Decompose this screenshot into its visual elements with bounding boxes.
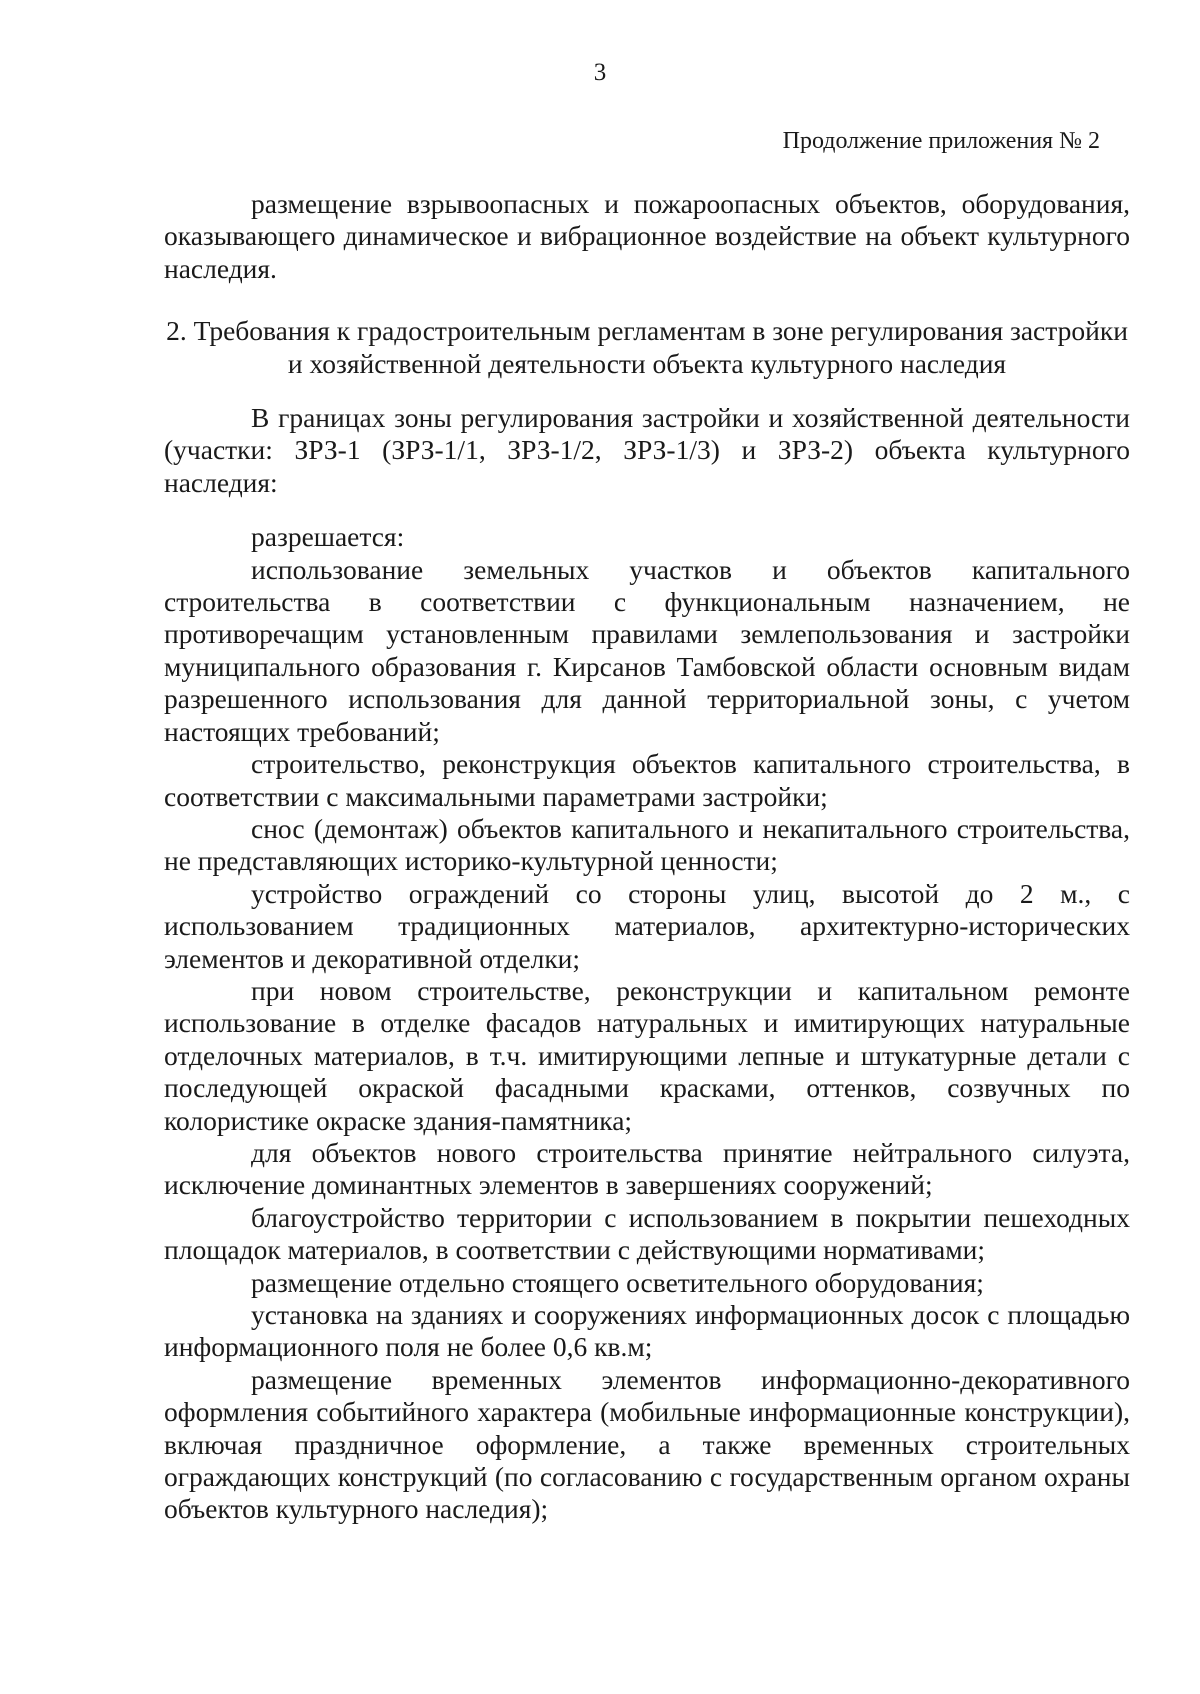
paragraph-zone-intro: В границах зоны регулирования застройки и хозяйственной деятельности (участки: ЗРЗ-1 (ЗРЗ-1/1, ЗРЗ-1/2, ЗРЗ-1/3) и ЗРЗ-2) объекта культурного наследия: <box>164 402 1130 498</box>
appendix-continuation-note: Продолжение приложения № 2 <box>782 128 1100 154</box>
list-item: размещение отдельно стоящего осветительного оборудования; <box>251 1266 984 1298</box>
list-item: использование земельных участков и объектов капитального строительства в соответствии с функциональным назначением, не противоречащим установленным правилами землепользования и застройки муниципального образования г. Кирсанов Тамбовской области основным видам разрешенного использования для данной территориальной зоны, с учетом настоящих требований; <box>164 553 1130 747</box>
paragraph-prohibited-end: размещение взрывоопасных и пожароопасных объектов, оборудования, оказывающего динамическое и вибрационное воздействие на объект культурного наследия. <box>164 188 1130 284</box>
section-heading-2: 2. Требования к градостроительным регламентам в зоне регулирования застройки и хозяйственной деятельности объекта культурного наследия <box>166 315 1128 379</box>
list-item: установка на зданиях и сооружениях информационных досок с площадью информационного поля не более 0,6 кв.м; <box>164 1299 1130 1363</box>
list-item: при новом строительстве, реконструкции и капитальном ремонте использование в отделке фасадов натуральных и имитирующих натуральные отделочных материалов, в т.ч. имитирующими лепные и штукатурные детали с последующей окраской фасадными красками, оттенков, созвучных по колористике окраске здания-памятника; <box>164 974 1130 1136</box>
list-item: для объектов нового строительства принятие нейтрального силуэта, исключение доминантных элементов в завершениях сооружений; <box>164 1136 1130 1201</box>
list-item: размещение временных элементов информационно-декоративного оформления событийного характера (мобильные информационные конструкции), включая праздничное оформление, а также временных строительных ограждающих конструкций (по согласованию с государственным органом охраны объектов культурного наследия); <box>164 1363 1130 1525</box>
page-number: 3 <box>593 59 607 86</box>
list-item: строительство, реконструкция объектов капитального строительства, в соответствии с максимальными параметрами застройки; <box>164 748 1130 812</box>
list-item: благоустройство территории с использованием в покрытии пешеходных площадок материалов, в соответствии с действующими нормативами; <box>164 1201 1130 1266</box>
paragraph-allowed-label: разрешается: <box>251 521 405 553</box>
list-item: снос (демонтаж) объектов капитального и некапитального строительства, не представляющих историко-культурной ценности; <box>164 812 1130 877</box>
list-item: устройство ограждений со стороны улиц, высотой до 2 м., с использованием традиционных материалов, архитектурно-исторических элементов и декоративной отделки; <box>164 877 1130 974</box>
document-body <box>164 188 1130 1526</box>
